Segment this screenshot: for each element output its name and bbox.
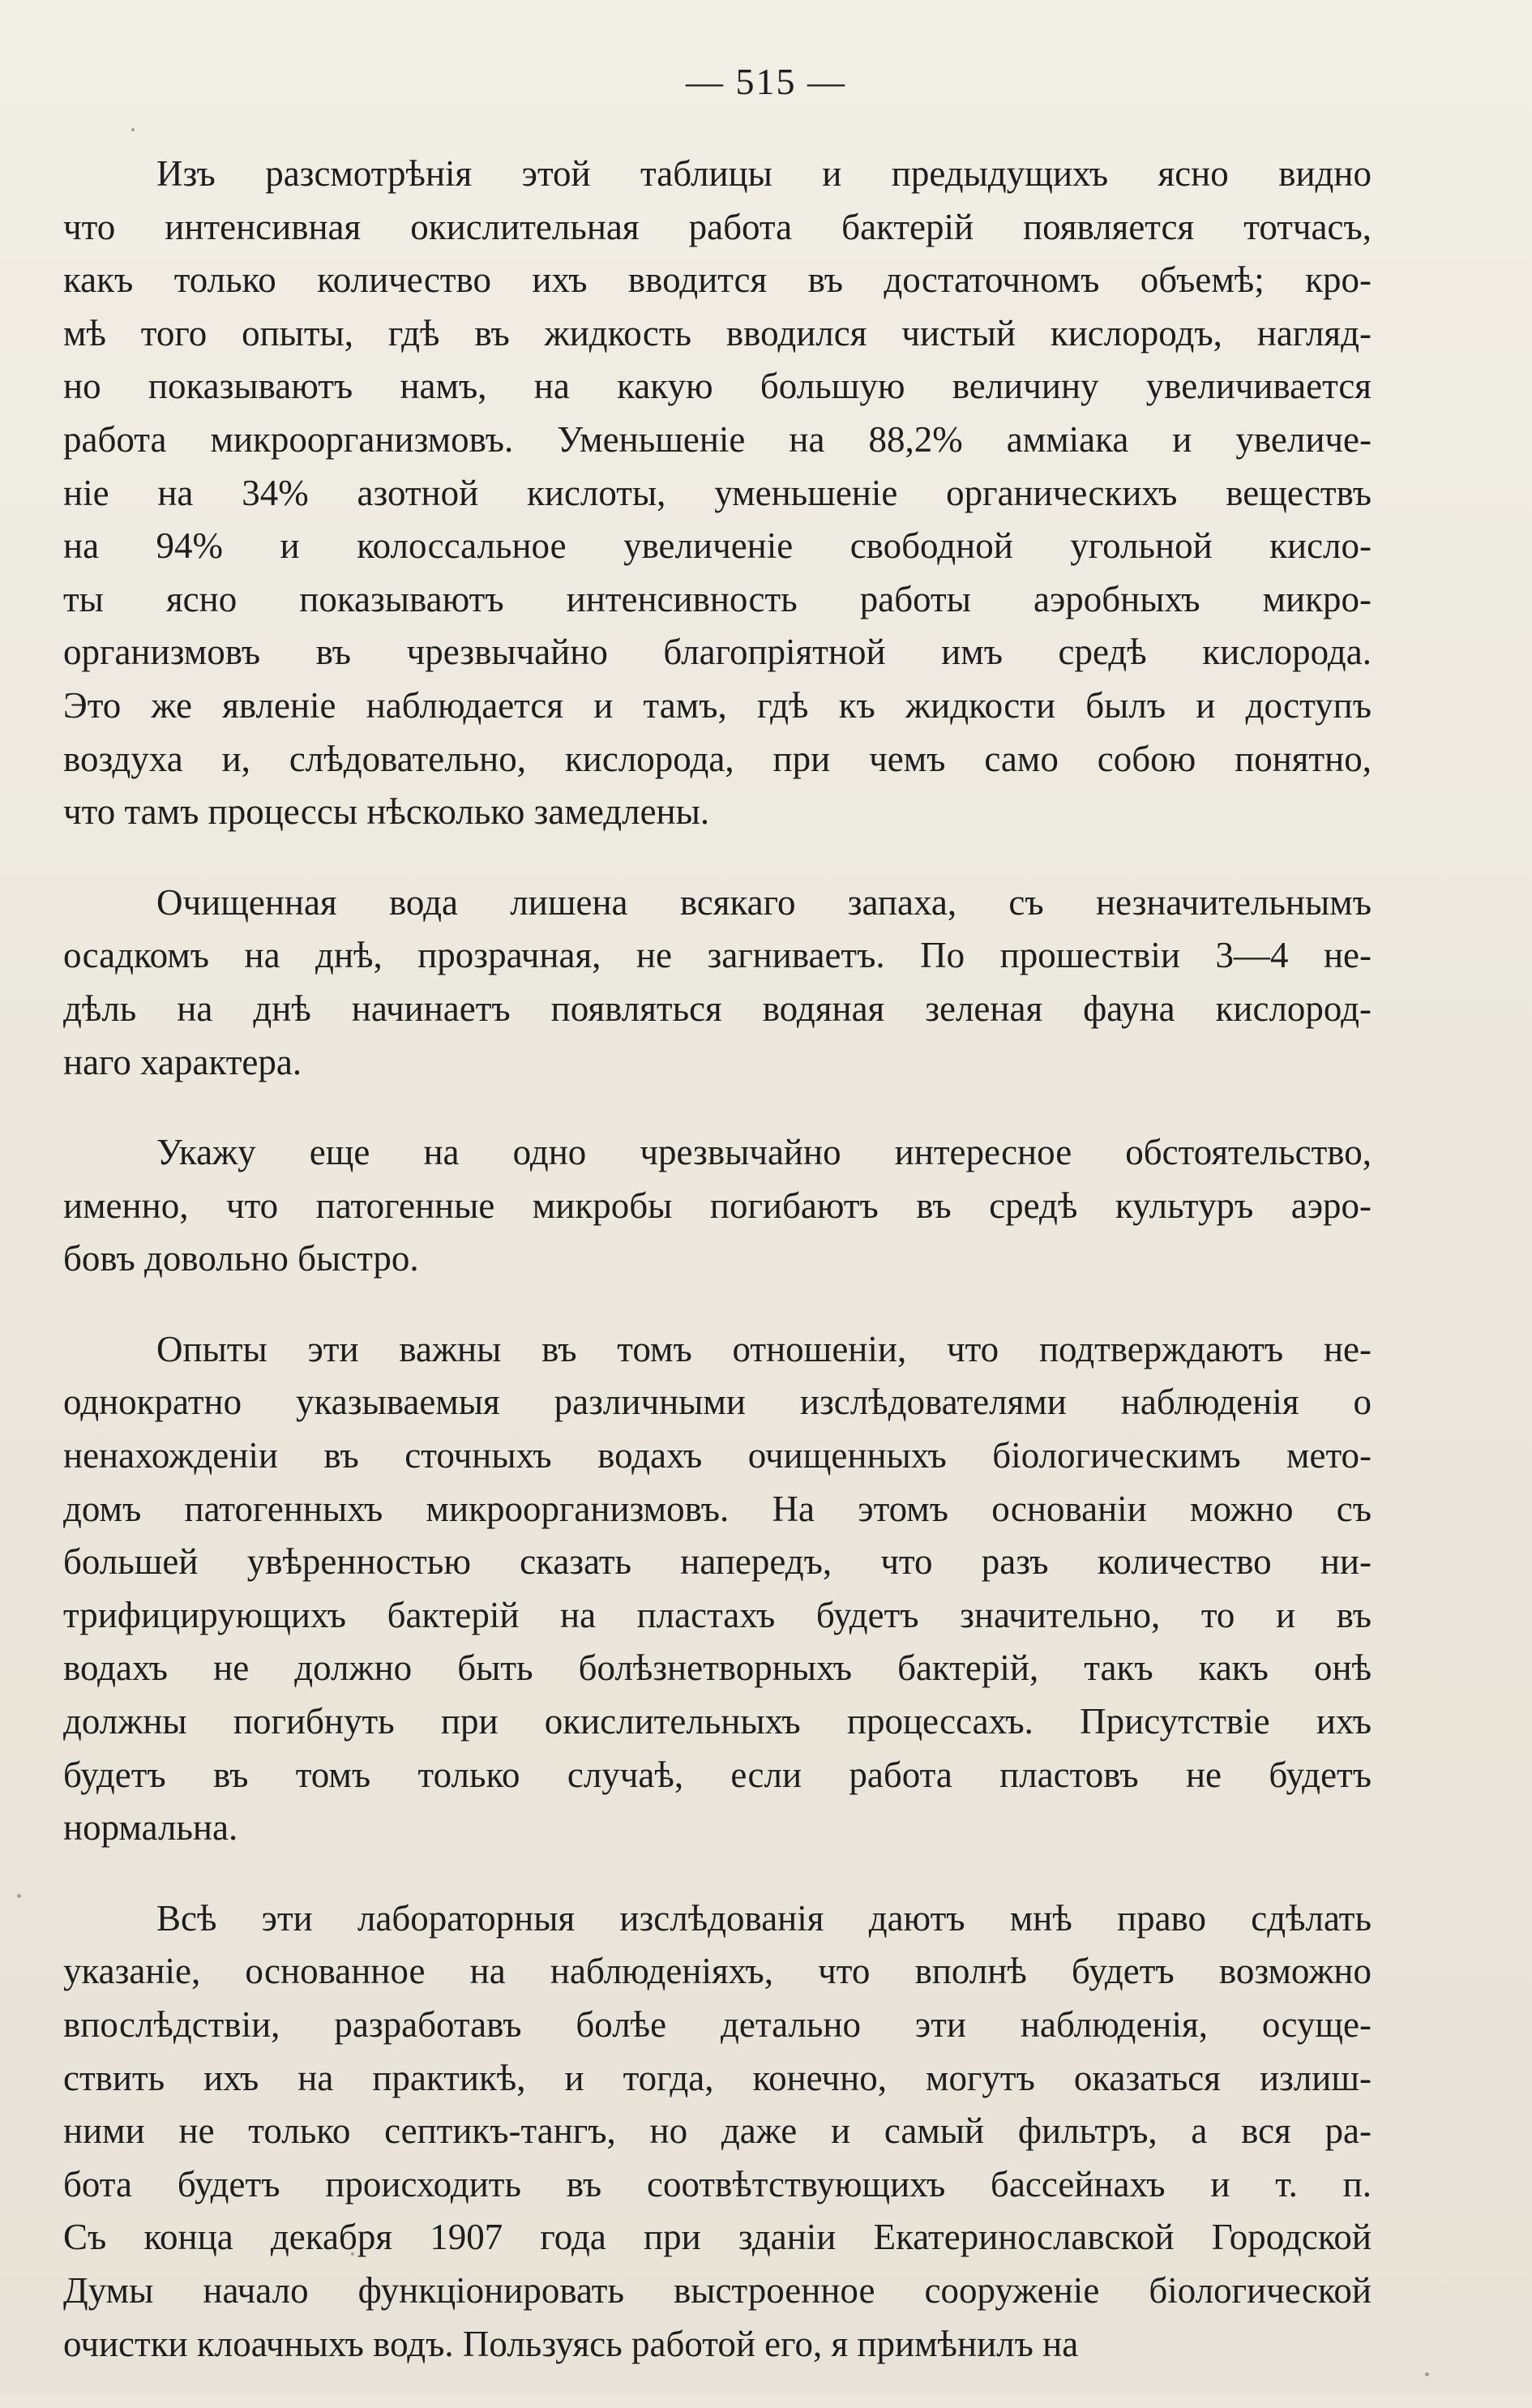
text-line: что тамъ процессы нѣсколько замедлены. — [63, 791, 710, 833]
text-line: но показываютъ намъ, на какую большую величину увеличивается — [63, 366, 1372, 407]
text-line: мѣ того опыты, гдѣ въ жидкость вводился чистый кислородъ, нагляд- — [63, 312, 1372, 353]
scan-speck — [131, 128, 135, 131]
text-line: ствить ихъ на практикѣ, и тогда, конечно, могутъ оказаться излиш- — [63, 2057, 1372, 2098]
text-line: однократно указываемыя различными изслѣдователями наблюденія о — [63, 1382, 1372, 1423]
paragraph-3 — [63, 1126, 1372, 1286]
text-line: Это же явленіе наблюдается и тамъ, гдѣ къ жидкости былъ и доступъ — [63, 684, 1372, 726]
text-line: должны погибнуть при окислительныхъ процессахъ. Присутствіе ихъ — [63, 1701, 1372, 1742]
text-line: дѣль на днѣ начинаетъ появляться водяная зеленая фауна кислород- — [63, 988, 1372, 1029]
text-line: будетъ въ томъ только случаѣ, если работа пластовъ не будетъ — [63, 1754, 1372, 1795]
text-line: впослѣдствіи, разработавъ болѣе детально эти наблюденія, осуще- — [63, 2004, 1372, 2045]
scan-speck — [1425, 2372, 1429, 2376]
document-body — [63, 148, 1372, 2408]
scan-speck — [17, 1894, 21, 1898]
text-line: организмовъ въ чрезвычайно благопріятной имъ средѣ кислорода. — [63, 632, 1372, 673]
text-line: ненахожденіи въ сточныхъ водахъ очищенныхъ біологическимъ мето- — [63, 1435, 1372, 1476]
paragraph-5 — [63, 1892, 1372, 2371]
text-line: бовъ довольно быстро. — [63, 1238, 419, 1279]
text-line: большей увѣренностью сказать напередъ, что разъ количество ни- — [63, 1541, 1372, 1583]
text-line: водахъ не должно быть болѣзнетворныхъ бактерій, такъ какъ онѣ — [63, 1647, 1372, 1689]
text-line: работа микроорганизмовъ. Уменьшеніе на 88,2% амміака и увеличе- — [63, 418, 1372, 460]
text-line: воздуха и, слѣдовательно, кислорода, при чемъ само собою понятно, — [63, 738, 1372, 779]
text-line: на 94% и колоссальное увеличеніе свободной угольной кисло- — [63, 525, 1372, 567]
scan-speck — [351, 2252, 354, 2256]
text-line: Опыты эти важны въ томъ отношеніи, что подтверждаютъ не- — [156, 1328, 1372, 1369]
text-line: именно, что патогенные микробы погибаютъ въ средѣ культуръ аэро- — [63, 1185, 1372, 1226]
text-line: ніе на 34% азотной кислоты, уменьшеніе органическихъ веществъ — [63, 472, 1372, 513]
text-line: Съ конца декабря 1907 года при зданіи Екатеринославской Городской — [63, 2217, 1372, 2258]
paragraph-4 — [63, 1323, 1372, 1855]
page-number: — 515 — — [686, 61, 846, 102]
text-line: осадкомъ на днѣ, прозрачная, не загниваетъ. По прошествіи 3—4 не- — [63, 935, 1372, 976]
text-line: очистки клоачныхъ водъ. Пользуясь работой его, я примѣнилъ на — [63, 2323, 1079, 2364]
paragraph-2 — [63, 876, 1372, 1089]
text-line: нормальна. — [63, 1807, 238, 1849]
text-line: ними не только септикъ-тангъ, но даже и самый фильтръ, а вся ра- — [63, 2110, 1372, 2152]
text-line: бота будетъ происходить въ соотвѣтствующихъ бассейнахъ и т. п. — [63, 2163, 1372, 2204]
text-line: Всѣ эти лабораторныя изслѣдованія даютъ мнѣ право сдѣлать — [156, 1897, 1372, 1939]
text-line: Думы начало функціонировать выстроенное сооруженіе біологической — [63, 2269, 1372, 2311]
text-line: трифицирующихъ бактерій на пластахъ будетъ значительно, то и въ — [63, 1594, 1372, 1635]
text-line: домъ патогенныхъ микроорганизмовъ. На этомъ основаніи можно съ — [63, 1488, 1372, 1529]
text-line: какъ только количество ихъ вводится въ достаточномъ объемѣ; кро- — [63, 259, 1372, 301]
text-line: Укажу еще на одно чрезвычайно интересное обстоятельство, — [156, 1132, 1372, 1173]
text-line: что интенсивная окислительная работа бактерій появляется тотчасъ, — [63, 206, 1372, 247]
text-line: наго характера. — [63, 1041, 302, 1082]
text-line: Очищенная вода лишена всякаго запаха, съ незначительнымъ — [156, 881, 1372, 923]
text-line: ты ясно показываютъ интенсивность работы аэробныхъ микро- — [63, 578, 1372, 619]
text-line: указаніе, основанное на наблюденіяхъ, что вполнѣ будетъ возможно — [63, 1951, 1372, 1992]
text-line: Изъ разсмотрѣнія этой таблицы и предыдущихъ ясно видно — [156, 153, 1372, 194]
paragraph-1 — [63, 148, 1372, 839]
